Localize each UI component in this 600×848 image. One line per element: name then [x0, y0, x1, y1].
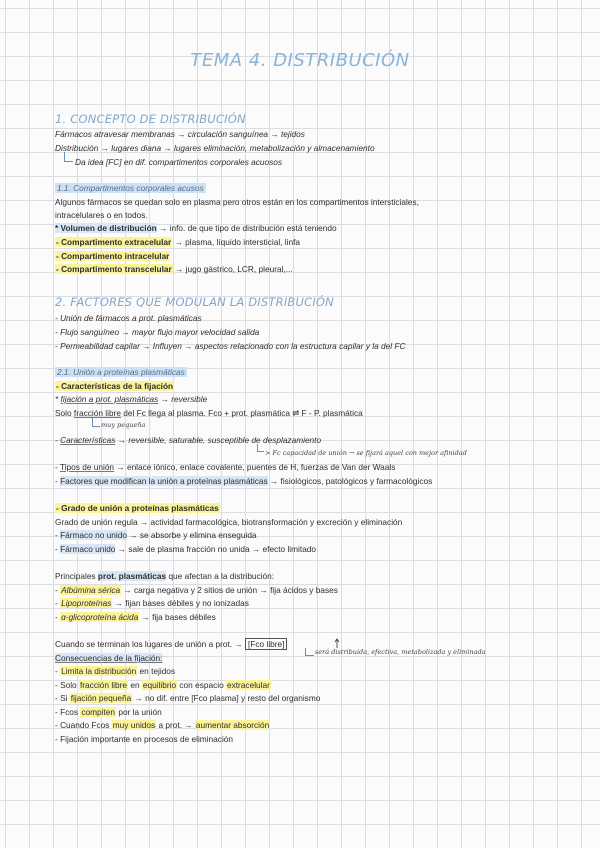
fijacion-pequena-term: fijación pequeña	[70, 693, 132, 703]
note-capacidad-union: > Fc capacidad de unión → se fijará aquel con mejor afinidad	[265, 449, 467, 457]
consecuencias-line-6: - Fijación importante en procesos de eliminación	[55, 734, 234, 744]
note-sera-distribuida: será distribuida, efectiva, metabolizada y eliminada	[315, 648, 486, 656]
s21-line-1	[55, 381, 174, 392]
grado-heading-line	[55, 503, 220, 514]
section-2-1-heading	[55, 367, 187, 378]
farmaco-no-unido-term: Fármaco no unido	[60, 530, 127, 540]
dash: -	[55, 598, 61, 608]
grado-line-3	[55, 544, 316, 555]
con-espacio-text: con espacio	[177, 680, 226, 690]
dash: -	[55, 462, 60, 472]
en-text: en	[128, 680, 142, 690]
equilibrio-term: equilibrio	[142, 680, 177, 690]
fraccion-libre-term-2: fracción libre	[79, 680, 128, 690]
s11-line-1: Algunos fármacos se quedan solo en plasma pero otros están en los compartimentos intersticiales,	[55, 197, 419, 207]
factores-union-desc: → fisiológicos, patológicos y farmacológicos	[267, 476, 433, 486]
factores-union-term: Factores que modifican la unión a proteínas plasmáticas	[60, 476, 268, 486]
dash: -	[55, 544, 61, 554]
s2-line-2: - Flujo sanguíneo → mayor flujo mayor velocidad salida	[55, 327, 260, 337]
s1-line-2: Distribución → lugares diana → lugares eliminación, metabolización y almacenamiento	[55, 143, 375, 153]
compiten-term: compiten	[81, 707, 116, 717]
page-title: TEMA 4. DISTRIBUCIÓN	[190, 50, 410, 71]
s21-line-6	[55, 476, 432, 487]
limita-distribucion-term: Limita la distribución	[61, 666, 137, 676]
section-2-1-title: 2.1. Unión a proteínas plasmáticas	[57, 367, 185, 377]
s1-line-1: Fármacos atravesar membranas → circulación sanguínea → tejidos	[55, 129, 305, 139]
principales-line-1	[55, 571, 274, 582]
grado-line-2	[55, 530, 257, 541]
section-1-heading: 1. CONCEPTO DE DISTRIBUCIÓN	[55, 112, 246, 126]
caracteristicas-fijacion-heading: - Características de la fijación	[56, 381, 174, 391]
cuando-text: Cuando se terminan los lugares de unión a prot. →	[55, 639, 246, 649]
tipos-union-desc: → enlace iónico, enlace covalente, puentes de H, fuerzas de Van der Waals	[114, 462, 396, 472]
volumen-distribucion-term: * Volumen de distribución	[55, 223, 157, 233]
s2-line-1: - Unión de fármacos a prot. plasmáticas	[55, 313, 202, 323]
s2-line-3: - Permeabilidad capilar → Influyen → aspectos relacionado con la estructura capilar y la del FC	[55, 341, 406, 351]
comp-extracelular-desc: → plasma, líquido intersticial, linfa	[172, 237, 301, 247]
section-2-heading: 2. FACTORES QUE MODULAN LA DISTRIBUCIÓN	[55, 295, 334, 309]
s21-line-4	[55, 435, 321, 446]
aumentar-absorcion-term: aumentar absorción	[195, 720, 270, 730]
comp-intracelular-term: - Compartimento intracelular	[56, 251, 170, 261]
farmaco-no-unido-desc: → se absorbe y elimina enseguida	[126, 530, 257, 540]
section-1-1-title: 1.1. Compartimentos corporales acusos	[57, 183, 204, 193]
a-prot-text: a prot. →	[156, 720, 195, 730]
solo-text: - Solo	[55, 680, 79, 690]
compiten-desc: por la unión	[116, 707, 162, 717]
s11-line-3	[55, 223, 337, 234]
limita-distribucion-desc: en tejidos	[137, 666, 176, 676]
lipoproteinas-term: Lipoproteínas	[61, 598, 112, 608]
principales-line-2	[55, 585, 338, 596]
consecuencias-heading: Consecuencias de la fijación:	[55, 653, 163, 663]
note-bracket-3	[305, 648, 314, 656]
consecuencias-line-5	[55, 720, 270, 731]
dash: -	[55, 435, 61, 445]
consecuencias-line-2	[55, 680, 271, 691]
albumina-term: Albúmina sérica	[61, 585, 121, 595]
albumina-desc: → carga negativa y 2 sitios de unión → fija ácidos y bases	[121, 585, 338, 595]
dash: -	[55, 612, 61, 622]
tipos-union-term: Tipos de unión	[59, 462, 115, 472]
fraccion-libre-term: fracción libre	[73, 408, 121, 418]
lipoproteinas-desc: → fijan bases débiles y no ionizadas	[112, 598, 249, 608]
principales-line-3	[55, 598, 249, 609]
dash: -	[55, 666, 61, 676]
s11-line-4	[55, 237, 300, 248]
prot-plasmaticas-term: prot. plasmáticas	[97, 571, 167, 581]
comp-transcelular-term: - Compartimento transcelular	[56, 264, 172, 274]
volumen-distribucion-desc: → info. de que tipo de distribución está teniendo	[156, 223, 337, 233]
si-text: - Si	[55, 693, 70, 703]
s11-line-6	[55, 264, 293, 275]
cuando-fcos-text: - Cuando Fcos	[55, 720, 112, 730]
note-muy-pequena: muy pequeña	[101, 421, 146, 429]
caracteristicas-term: Características	[60, 435, 116, 445]
caracteristicas-desc: → reversible, saturable, susceptible de desplazamiento	[115, 435, 322, 445]
s11-line-5	[55, 251, 170, 262]
alfa-glicoproteina-desc: → fija bases débiles	[139, 612, 216, 622]
solo-text: Solo	[55, 408, 74, 418]
s21-line-3	[55, 408, 363, 419]
indent-bracket	[64, 152, 73, 162]
consecuencias-line-0	[55, 639, 287, 650]
s21-line-2	[55, 394, 207, 405]
grado-line-1: Grado de unión regula → actividad farmacológica, biotransformación y excreción y eliminación	[55, 517, 403, 527]
principales-text: Principales	[55, 571, 98, 581]
fijacion-prot-desc: → reversible	[158, 394, 208, 404]
principales-desc: que afectan a la distribución:	[166, 571, 275, 581]
dash: -	[55, 585, 61, 595]
fijacion-pequena-desc: → no dif. entre [Fco plasma] y resto del organismo	[132, 693, 321, 703]
principales-line-4	[55, 612, 216, 623]
fraccion-libre-desc: del Fc llega al plasma. Fco + prot. plasmática ⇌ F - P. plasmática	[120, 408, 363, 418]
grado-union-heading: - Grado de unión a proteínas plasmáticas	[56, 503, 219, 513]
extracelular-term: extracelular	[226, 680, 270, 690]
muy-unidos-term: muy unidos	[112, 720, 156, 730]
dash: -	[55, 476, 61, 486]
alfa-glicoproteina-term: α-glicoproteína ácida	[61, 612, 139, 622]
note-bracket	[92, 418, 100, 427]
s1-line-3: Da idea [FC] en dif. compartimentos corporales acuosos	[75, 157, 283, 167]
fcos-text: - Fcos	[55, 707, 81, 717]
comp-transcelular-desc: → jugo gástrico, LCR, pleural,...	[172, 264, 293, 274]
fijacion-prot-term: fijación a prot. plasmáticas	[60, 394, 159, 404]
section-1-1-heading	[55, 183, 206, 194]
s11-line-2: intracelulares o en todos.	[55, 210, 148, 220]
note-bracket-2	[257, 444, 264, 452]
consecuencias-heading-line	[55, 653, 162, 664]
consecuencias-line-3	[55, 693, 320, 704]
farmaco-unido-desc: → sale de plasma fracción no unida → efecto limitado	[115, 544, 317, 554]
dash: -	[55, 530, 61, 540]
bullet-star: *	[55, 394, 61, 404]
comp-extracelular-term: - Compartimento extracelular	[56, 237, 172, 247]
consecuencias-line-1	[55, 666, 175, 677]
s21-line-5	[55, 462, 395, 473]
fco-libre-box: [Fco libre]	[245, 638, 287, 650]
farmaco-unido-term: Fármaco unido	[60, 544, 116, 554]
consecuencias-line-4	[55, 707, 162, 718]
